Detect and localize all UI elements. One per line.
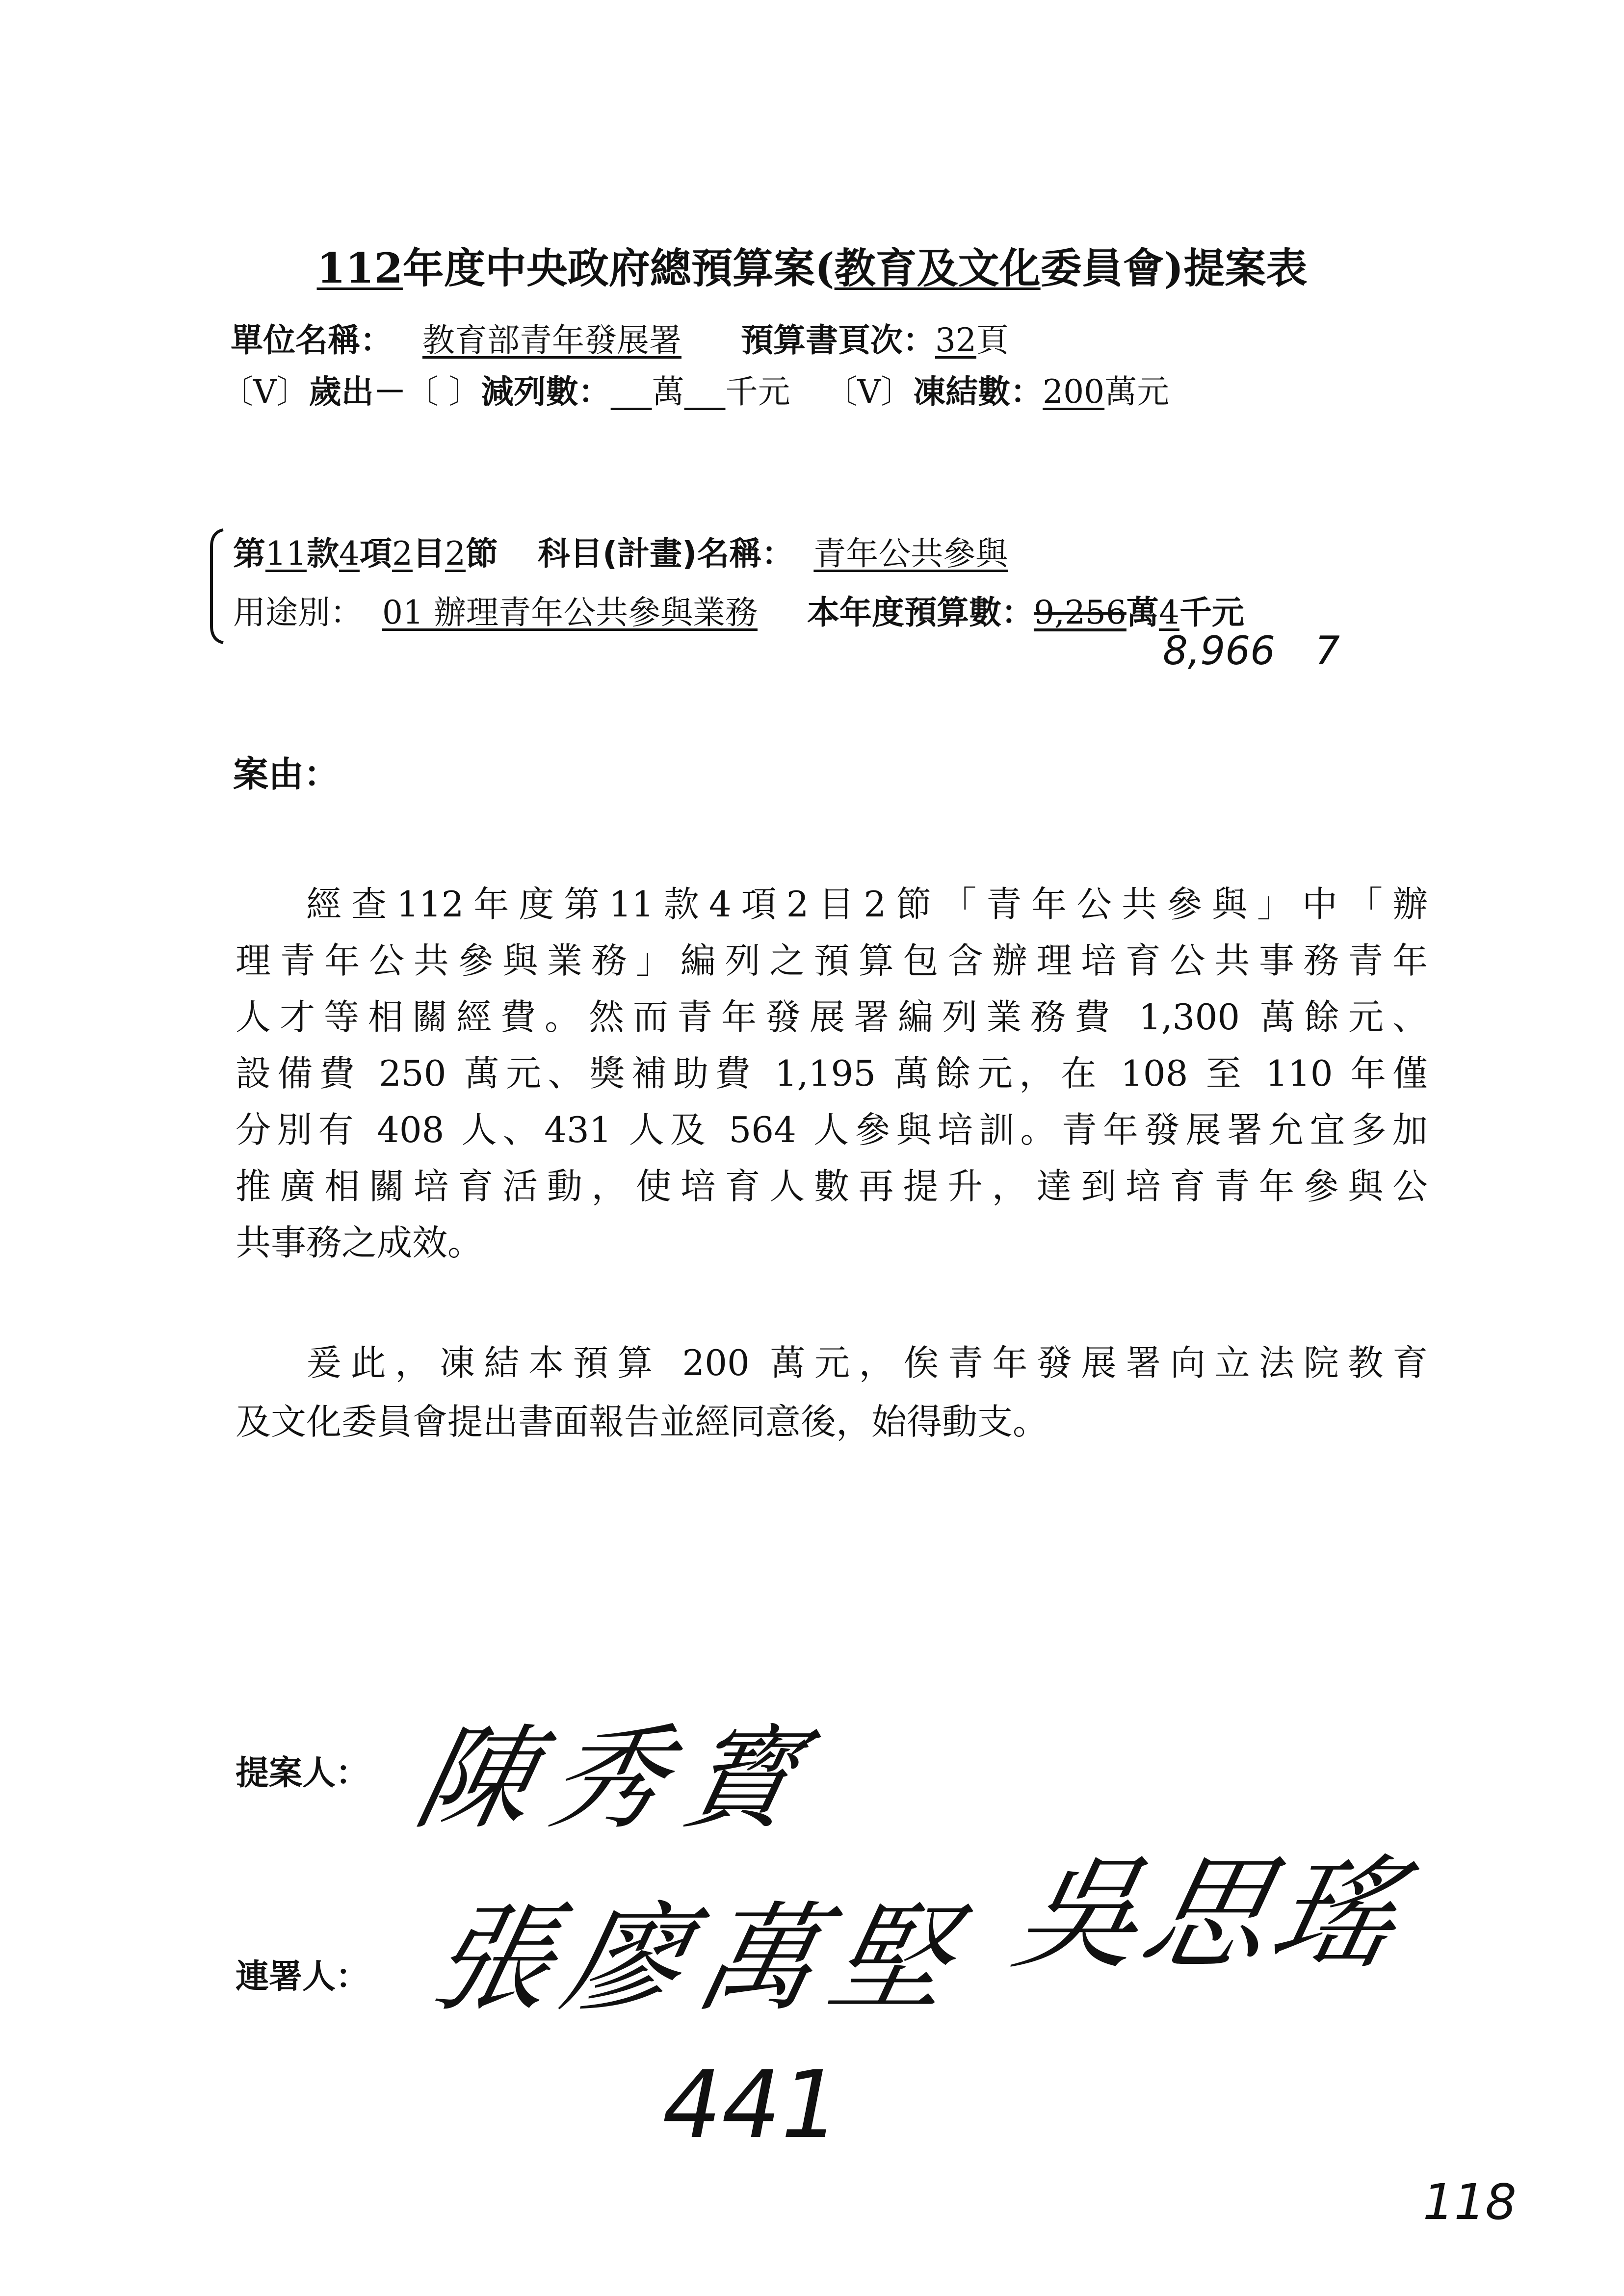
mu-value: 2 (392, 535, 413, 573)
unit-value: 教育部青年發展署 (422, 321, 681, 359)
di-label: 第 (233, 535, 265, 573)
paragraph-line: 理青年公共參與業務」編列之預算包含辦理培育公共事務青年 (236, 940, 1428, 981)
title-text: 年度中央政府總預算案( (402, 244, 835, 292)
subject-label: 科目(計畫)名稱： (537, 535, 794, 573)
paragraph-line: 及文化委員會提出書面報告並經同意後，始得動支。 (236, 1401, 1048, 1442)
budget-qian-unit: 千元 (1179, 594, 1244, 631)
use-label: 用途別： (233, 594, 363, 631)
cosigner-label: 連署人： (236, 1957, 369, 1996)
reduce-wan: 萬 (652, 373, 684, 411)
page-label: 預算書頁次： (740, 321, 935, 359)
paragraph-line: 設備費 250 萬元、獎補助費 1,195 萬餘元，在 108 至 110 年僅 (236, 1053, 1428, 1094)
reduce-label: 減列數： (481, 373, 611, 411)
title-committee: 教育及文化 (834, 244, 1041, 292)
proposer-signature: 陳秀寳 (406, 1714, 831, 1845)
paragraph-line: 分別有 408 人、431 人及 564 人參與培訓。青年發展署允宜多加 (236, 1109, 1428, 1150)
title-year: 112 (316, 244, 403, 292)
page-title (0, 235, 1624, 295)
jie-label: 節 (465, 535, 498, 573)
cosigner-signature-1: 張廖萬堅 (419, 1890, 979, 2028)
budget-label: 本年度預算數： (807, 594, 1034, 631)
freeze-label: 凍結數： (913, 373, 1043, 411)
item-line (233, 527, 1027, 574)
reduce-checkbox: 〔 〕 (406, 373, 481, 411)
use-line (233, 586, 1244, 633)
use-value: 01 辦理青年公共參與業務 (382, 594, 758, 631)
reduce-wan-blank (611, 373, 652, 411)
page-number: 118 (1423, 2173, 1517, 2231)
freeze-value: 200 (1043, 373, 1105, 411)
freeze-checkbox: 〔V〕 (825, 373, 914, 411)
handwritten-budget-qian: 7 (1315, 628, 1340, 674)
unit-label: 單位名稱： (231, 321, 393, 359)
budget-qian-struck: 4 (1158, 594, 1179, 631)
handwritten-number: 441 (662, 2051, 840, 2159)
unit-line (231, 314, 1009, 361)
bracket (209, 527, 228, 645)
subject-value: 青年公共參與 (813, 535, 1008, 573)
paragraph-line: 推廣相關培育活動，使培育人數再提升，達到培育青年參與公 (236, 1166, 1428, 1207)
page-value: 32 (935, 321, 976, 359)
paragraph-line: 爰此，凍結本預算 200 萬元，俟青年發展署向立法院教育 (306, 1342, 1428, 1383)
kuan-label: 款 (306, 535, 339, 573)
reason-label: 案由： (233, 754, 340, 795)
budget-wan-struck: 9,256 (1033, 594, 1126, 631)
kuan-value: 11 (265, 535, 307, 573)
jie-value: 2 (445, 535, 466, 573)
reduce-qian: 千元 (725, 373, 790, 411)
expense-checkbox: 〔V〕 (221, 373, 309, 411)
budget-line (221, 365, 1169, 412)
mu-label: 目 (412, 535, 445, 573)
proposer-label: 提案人： (236, 1754, 369, 1793)
title-text-end: 委員會)提案表 (1040, 244, 1308, 292)
paragraph-line: 共事務之成效。 (236, 1222, 483, 1263)
budget-wan-unit: 萬 (1126, 594, 1159, 631)
xiang-value: 4 (339, 535, 360, 573)
freeze-unit: 萬元 (1104, 373, 1170, 411)
paragraph-line: 人才等相關經費。然而青年發展署編列業務費 1,300 萬餘元、 (236, 996, 1428, 1038)
reduce-qian-blank (684, 373, 726, 411)
page-suffix: 頁 (976, 321, 1009, 359)
paragraph-line: 經查112年度第11款4項2目2節「青年公共參與」中「辦 (306, 884, 1428, 925)
expense-label: 歲出－ (309, 373, 406, 411)
handwritten-budget-wan: 8,966 (1163, 628, 1276, 674)
cosigner-signature-2: 吳思瑤 (1003, 1843, 1416, 1985)
xiang-label: 項 (359, 535, 392, 573)
